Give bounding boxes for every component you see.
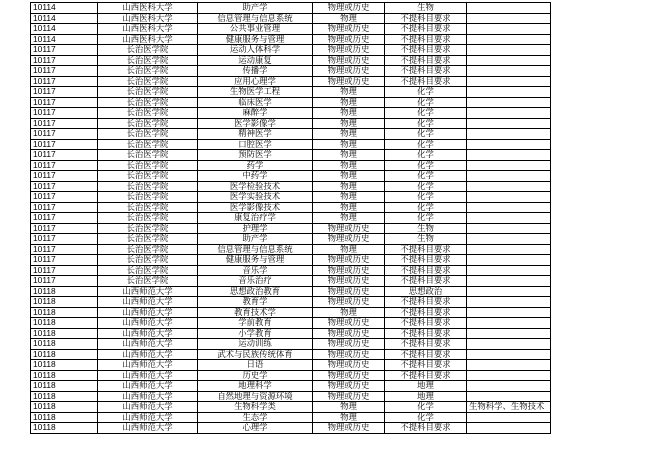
school-name-cell: 长治医学院: [98, 66, 198, 77]
table-row: [31, 255, 551, 266]
second-subject-cell: 不提科目要求: [385, 255, 467, 266]
note-cell: [467, 24, 551, 35]
major-cell: 自然地理与资源环境: [198, 391, 313, 402]
major-cell: 信息管理与信息系统: [198, 244, 313, 255]
school-name-cell: 山西师范大学: [98, 402, 198, 413]
school-name-cell: 长治医学院: [98, 265, 198, 276]
major-cell: 心理学: [198, 423, 313, 434]
major-cell: 信息管理与信息系统: [198, 13, 313, 24]
major-cell: 运动康复: [198, 55, 313, 66]
first-subject-cell: 物理或历史: [313, 66, 385, 77]
school-code-cell: 10117: [31, 129, 98, 140]
note-cell: [467, 55, 551, 66]
second-subject-cell: 不提科目要求: [385, 328, 467, 339]
table-row: [31, 66, 551, 77]
table-row: [31, 328, 551, 339]
second-subject-cell: 化学: [385, 202, 467, 213]
major-cell: 助产学: [198, 3, 313, 14]
school-code-cell: 10117: [31, 244, 98, 255]
major-cell: 医学影像学: [198, 118, 313, 129]
first-subject-cell: 物理或历史: [313, 360, 385, 371]
note-cell: [467, 423, 551, 434]
major-cell: 医学影像技术: [198, 202, 313, 213]
school-name-cell: 长治医学院: [98, 45, 198, 56]
table-row: [31, 213, 551, 224]
first-subject-cell: 物理: [313, 13, 385, 24]
table-row: [31, 234, 551, 245]
note-cell: [467, 34, 551, 45]
school-name-cell: 山西师范大学: [98, 423, 198, 434]
major-cell: 音乐学: [198, 265, 313, 276]
school-code-cell: 10118: [31, 318, 98, 329]
table-row: [31, 55, 551, 66]
school-name-cell: 长治医学院: [98, 160, 198, 171]
first-subject-cell: 物理: [313, 118, 385, 129]
first-subject-cell: 物理或历史: [313, 24, 385, 35]
first-subject-cell: 物理或历史: [313, 234, 385, 245]
second-subject-cell: 化学: [385, 87, 467, 98]
note-cell: [467, 339, 551, 350]
school-code-cell: 10117: [31, 118, 98, 129]
table-row: [31, 349, 551, 360]
table-row: [31, 423, 551, 434]
school-code-cell: 10118: [31, 328, 98, 339]
second-subject-cell: 不提科目要求: [385, 76, 467, 87]
school-name-cell: 山西师范大学: [98, 297, 198, 308]
table-row: [31, 244, 551, 255]
school-code-cell: 10117: [31, 55, 98, 66]
second-subject-cell: 地理: [385, 391, 467, 402]
major-cell: 教育技术学: [198, 307, 313, 318]
school-name-cell: 长治医学院: [98, 129, 198, 140]
major-cell: 护理学: [198, 223, 313, 234]
first-subject-cell: 物理: [313, 181, 385, 192]
major-cell: 公共事业管理: [198, 24, 313, 35]
first-subject-cell: 物理或历史: [313, 55, 385, 66]
school-code-cell: 10117: [31, 66, 98, 77]
first-subject-cell: 物理: [313, 108, 385, 119]
first-subject-cell: 物理: [313, 171, 385, 182]
first-subject-cell: 物理或历史: [313, 423, 385, 434]
school-code-cell: 10117: [31, 276, 98, 287]
note-cell: [467, 181, 551, 192]
admission-requirements-table: [30, 2, 551, 434]
major-cell: 生物科学类: [198, 402, 313, 413]
first-subject-cell: 物理: [313, 213, 385, 224]
school-name-cell: 长治医学院: [98, 213, 198, 224]
first-subject-cell: 物理或历史: [313, 328, 385, 339]
note-cell: [467, 202, 551, 213]
major-cell: 药学: [198, 160, 313, 171]
first-subject-cell: 物理: [313, 139, 385, 150]
major-cell: 音乐治疗: [198, 276, 313, 287]
school-code-cell: 10117: [31, 213, 98, 224]
second-subject-cell: 化学: [385, 213, 467, 224]
second-subject-cell: 不提科目要求: [385, 265, 467, 276]
major-cell: 健康服务与管理: [198, 34, 313, 45]
school-code-cell: 10114: [31, 13, 98, 24]
school-code-cell: 10114: [31, 24, 98, 35]
note-cell: [467, 118, 551, 129]
school-code-cell: 10117: [31, 160, 98, 171]
school-code-cell: 10117: [31, 234, 98, 245]
note-cell: [467, 45, 551, 56]
table-row: [31, 265, 551, 276]
major-cell: 地理科学: [198, 381, 313, 392]
school-name-cell: 长治医学院: [98, 55, 198, 66]
note-cell: [467, 234, 551, 245]
note-cell: [467, 223, 551, 234]
table-row: [31, 307, 551, 318]
note-cell: [467, 129, 551, 140]
note-cell: [467, 171, 551, 182]
school-code-cell: 10118: [31, 370, 98, 381]
school-code-cell: 10118: [31, 381, 98, 392]
table-row: [31, 318, 551, 329]
school-code-cell: 10114: [31, 3, 98, 14]
second-subject-cell: 化学: [385, 139, 467, 150]
second-subject-cell: 不提科目要求: [385, 13, 467, 24]
school-code-cell: 10118: [31, 339, 98, 350]
first-subject-cell: 物理或历史: [313, 3, 385, 14]
school-code-cell: 10117: [31, 108, 98, 119]
note-cell: 生物科学、生物技术: [467, 402, 551, 413]
second-subject-cell: 地理: [385, 381, 467, 392]
school-name-cell: 长治医学院: [98, 76, 198, 87]
school-name-cell: 长治医学院: [98, 171, 198, 182]
school-code-cell: 10117: [31, 192, 98, 203]
note-cell: [467, 255, 551, 266]
school-code-cell: 10117: [31, 139, 98, 150]
second-subject-cell: 不提科目要求: [385, 55, 467, 66]
school-name-cell: 山西医科大学: [98, 13, 198, 24]
first-subject-cell: 物理或历史: [313, 370, 385, 381]
first-subject-cell: 物理或历史: [313, 265, 385, 276]
major-cell: 精神医学: [198, 129, 313, 140]
school-name-cell: 长治医学院: [98, 181, 198, 192]
school-name-cell: 长治医学院: [98, 234, 198, 245]
second-subject-cell: 化学: [385, 181, 467, 192]
school-name-cell: 山西师范大学: [98, 381, 198, 392]
note-cell: [467, 66, 551, 77]
school-name-cell: 长治医学院: [98, 276, 198, 287]
school-name-cell: 长治医学院: [98, 139, 198, 150]
table-row: [31, 370, 551, 381]
second-subject-cell: 不提科目要求: [385, 24, 467, 35]
second-subject-cell: 化学: [385, 118, 467, 129]
table-row: [31, 412, 551, 423]
table-row: [31, 223, 551, 234]
second-subject-cell: 化学: [385, 171, 467, 182]
note-cell: [467, 381, 551, 392]
second-subject-cell: 生物: [385, 223, 467, 234]
note-cell: [467, 276, 551, 287]
first-subject-cell: 物理: [313, 97, 385, 108]
major-cell: 教育学: [198, 297, 313, 308]
note-cell: [467, 391, 551, 402]
table-row: [31, 381, 551, 392]
second-subject-cell: 化学: [385, 402, 467, 413]
school-code-cell: 10118: [31, 402, 98, 413]
table-row: [31, 24, 551, 35]
first-subject-cell: 物理: [313, 129, 385, 140]
major-cell: 临床医学: [198, 97, 313, 108]
school-code-cell: 10118: [31, 412, 98, 423]
school-name-cell: 山西师范大学: [98, 349, 198, 360]
school-name-cell: 山西师范大学: [98, 339, 198, 350]
school-code-cell: 10117: [31, 45, 98, 56]
major-cell: 口腔医学: [198, 139, 313, 150]
first-subject-cell: 物理或历史: [313, 255, 385, 266]
major-cell: 传播学: [198, 66, 313, 77]
table-row: [31, 76, 551, 87]
table-row: [31, 286, 551, 297]
note-cell: [467, 265, 551, 276]
school-name-cell: 山西师范大学: [98, 360, 198, 371]
school-name-cell: 长治医学院: [98, 108, 198, 119]
note-cell: [467, 286, 551, 297]
first-subject-cell: 物理或历史: [313, 391, 385, 402]
school-name-cell: 长治医学院: [98, 244, 198, 255]
table-row: [31, 402, 551, 413]
major-cell: 医学检验技术: [198, 181, 313, 192]
table-row: [31, 45, 551, 56]
major-cell: 医学实验技术: [198, 192, 313, 203]
major-cell: 运动训练: [198, 339, 313, 350]
major-cell: 中药学: [198, 171, 313, 182]
note-cell: [467, 318, 551, 329]
second-subject-cell: 化学: [385, 108, 467, 119]
first-subject-cell: 物理: [313, 87, 385, 98]
school-name-cell: 山西师范大学: [98, 328, 198, 339]
table-body: [31, 3, 551, 434]
second-subject-cell: 不提科目要求: [385, 34, 467, 45]
first-subject-cell: 物理或历史: [313, 318, 385, 329]
second-subject-cell: 不提科目要求: [385, 423, 467, 434]
second-subject-cell: 生物: [385, 234, 467, 245]
table-row: [31, 160, 551, 171]
school-code-cell: 10118: [31, 391, 98, 402]
school-name-cell: 长治医学院: [98, 202, 198, 213]
note-cell: [467, 244, 551, 255]
table-row: [31, 181, 551, 192]
note-cell: [467, 13, 551, 24]
note-cell: [467, 76, 551, 87]
school-name-cell: 长治医学院: [98, 118, 198, 129]
major-cell: 历史学: [198, 370, 313, 381]
second-subject-cell: 化学: [385, 129, 467, 140]
major-cell: 日语: [198, 360, 313, 371]
note-cell: [467, 412, 551, 423]
school-code-cell: 10117: [31, 223, 98, 234]
school-name-cell: 山西师范大学: [98, 391, 198, 402]
table-row: [31, 171, 551, 182]
first-subject-cell: 物理: [313, 307, 385, 318]
school-name-cell: 山西师范大学: [98, 286, 198, 297]
major-cell: 运动人体科学: [198, 45, 313, 56]
major-cell: 康复治疗学: [198, 213, 313, 224]
note-cell: [467, 108, 551, 119]
school-name-cell: 山西师范大学: [98, 318, 198, 329]
second-subject-cell: 生物: [385, 3, 467, 14]
table-row: [31, 97, 551, 108]
note-cell: [467, 97, 551, 108]
second-subject-cell: 不提科目要求: [385, 45, 467, 56]
major-cell: 武术与民族传统体育: [198, 349, 313, 360]
second-subject-cell: 不提科目要求: [385, 339, 467, 350]
first-subject-cell: 物理: [313, 412, 385, 423]
first-subject-cell: 物理或历史: [313, 349, 385, 360]
school-code-cell: 10117: [31, 265, 98, 276]
note-cell: [467, 360, 551, 371]
first-subject-cell: 物理或历史: [313, 34, 385, 45]
table-row: [31, 276, 551, 287]
second-subject-cell: 不提科目要求: [385, 360, 467, 371]
note-cell: [467, 160, 551, 171]
school-name-cell: 长治医学院: [98, 223, 198, 234]
first-subject-cell: 物理或历史: [313, 381, 385, 392]
second-subject-cell: 不提科目要求: [385, 307, 467, 318]
major-cell: 应用心理学: [198, 76, 313, 87]
note-cell: [467, 297, 551, 308]
school-name-cell: 山西医科大学: [98, 34, 198, 45]
major-cell: 小学教育: [198, 328, 313, 339]
note-cell: [467, 87, 551, 98]
first-subject-cell: 物理或历史: [313, 276, 385, 287]
table-row: [31, 108, 551, 119]
table-row: [31, 139, 551, 150]
school-code-cell: 10117: [31, 76, 98, 87]
second-subject-cell: 化学: [385, 192, 467, 203]
school-code-cell: 10118: [31, 286, 98, 297]
first-subject-cell: 物理: [313, 192, 385, 203]
major-cell: 学前教育: [198, 318, 313, 329]
school-code-cell: 10118: [31, 423, 98, 434]
first-subject-cell: 物理或历史: [313, 297, 385, 308]
school-code-cell: 10118: [31, 297, 98, 308]
table-row: [31, 192, 551, 203]
school-name-cell: 山西师范大学: [98, 370, 198, 381]
major-cell: 麻醉学: [198, 108, 313, 119]
note-cell: [467, 307, 551, 318]
note-cell: [467, 192, 551, 203]
second-subject-cell: 不提科目要求: [385, 66, 467, 77]
major-cell: 预防医学: [198, 150, 313, 161]
second-subject-cell: 不提科目要求: [385, 370, 467, 381]
note-cell: [467, 213, 551, 224]
school-code-cell: 10117: [31, 255, 98, 266]
first-subject-cell: 物理或历史: [313, 286, 385, 297]
major-cell: 助产学: [198, 234, 313, 245]
table-row: [31, 360, 551, 371]
school-code-cell: 10117: [31, 97, 98, 108]
first-subject-cell: 物理或历史: [313, 76, 385, 87]
table-row: [31, 87, 551, 98]
school-code-cell: 10118: [31, 349, 98, 360]
second-subject-cell: 不提科目要求: [385, 318, 467, 329]
school-name-cell: 长治医学院: [98, 150, 198, 161]
table-row: [31, 118, 551, 129]
note-cell: [467, 328, 551, 339]
note-cell: [467, 349, 551, 360]
school-code-cell: 10117: [31, 150, 98, 161]
school-code-cell: 10118: [31, 360, 98, 371]
school-code-cell: 10117: [31, 87, 98, 98]
table-row: [31, 297, 551, 308]
second-subject-cell: 不提科目要求: [385, 244, 467, 255]
table-row: [31, 202, 551, 213]
second-subject-cell: 不提科目要求: [385, 349, 467, 360]
school-name-cell: 山西师范大学: [98, 307, 198, 318]
table-row: [31, 391, 551, 402]
first-subject-cell: 物理或历史: [313, 45, 385, 56]
table-row: [31, 13, 551, 24]
second-subject-cell: 化学: [385, 412, 467, 423]
major-cell: 生物医学工程: [198, 87, 313, 98]
table-row: [31, 3, 551, 14]
school-name-cell: 山西医科大学: [98, 3, 198, 14]
school-name-cell: 长治医学院: [98, 192, 198, 203]
table-row: [31, 339, 551, 350]
table-row: [31, 34, 551, 45]
school-code-cell: 10118: [31, 307, 98, 318]
major-cell: 健康服务与管理: [198, 255, 313, 266]
first-subject-cell: 物理: [313, 202, 385, 213]
note-cell: [467, 3, 551, 14]
table-row: [31, 129, 551, 140]
school-code-cell: 10117: [31, 171, 98, 182]
first-subject-cell: 物理: [313, 150, 385, 161]
school-name-cell: 长治医学院: [98, 97, 198, 108]
second-subject-cell: 不提科目要求: [385, 276, 467, 287]
major-cell: 思想政治教育: [198, 286, 313, 297]
school-name-cell: 长治医学院: [98, 87, 198, 98]
first-subject-cell: 物理: [313, 160, 385, 171]
second-subject-cell: 思想政治: [385, 286, 467, 297]
second-subject-cell: 化学: [385, 97, 467, 108]
first-subject-cell: 物理: [313, 244, 385, 255]
school-code-cell: 10117: [31, 181, 98, 192]
first-subject-cell: 物理: [313, 402, 385, 413]
note-cell: [467, 139, 551, 150]
school-name-cell: 山西师范大学: [98, 412, 198, 423]
note-cell: [467, 150, 551, 161]
major-cell: 生态学: [198, 412, 313, 423]
note-cell: [467, 370, 551, 381]
school-code-cell: 10117: [31, 202, 98, 213]
second-subject-cell: 化学: [385, 160, 467, 171]
table-row: [31, 150, 551, 161]
second-subject-cell: 不提科目要求: [385, 297, 467, 308]
school-name-cell: 长治医学院: [98, 255, 198, 266]
school-code-cell: 10114: [31, 34, 98, 45]
first-subject-cell: 物理或历史: [313, 223, 385, 234]
second-subject-cell: 化学: [385, 150, 467, 161]
school-name-cell: 山西医科大学: [98, 24, 198, 35]
first-subject-cell: 物理或历史: [313, 339, 385, 350]
